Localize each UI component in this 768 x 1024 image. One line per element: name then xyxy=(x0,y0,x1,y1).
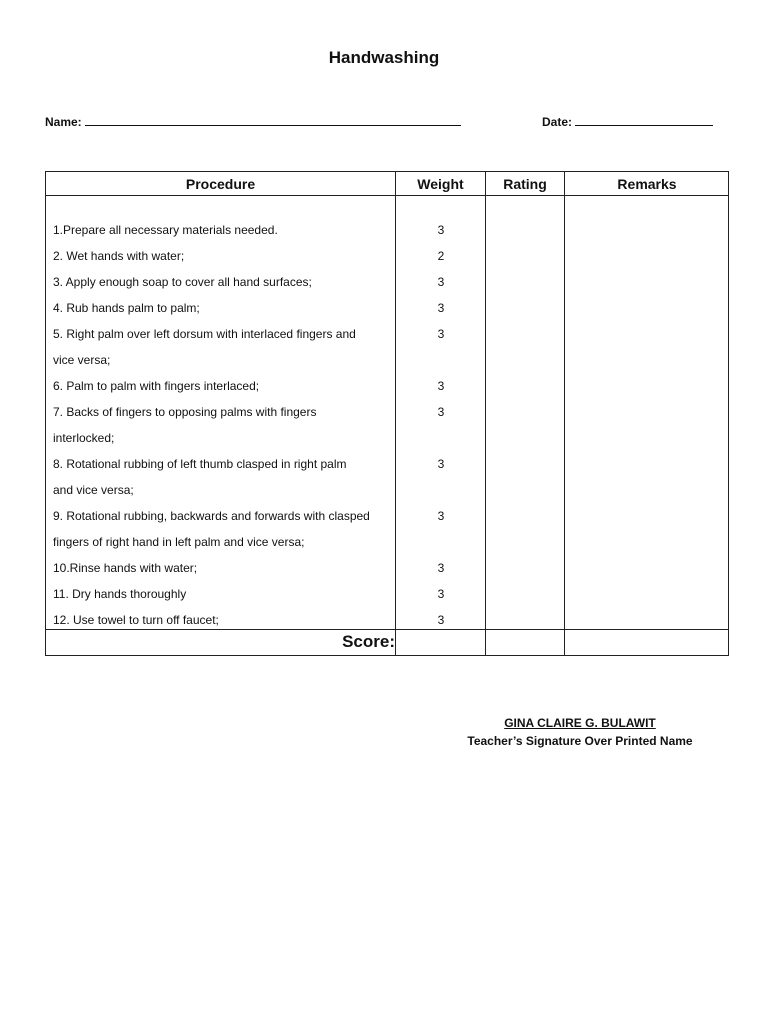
name-field xyxy=(45,114,461,129)
weight-value: 3 xyxy=(437,379,445,393)
weight-value: 3 xyxy=(437,457,445,471)
score-divider xyxy=(46,629,728,630)
rubric-table xyxy=(45,171,729,656)
score-label: Score: xyxy=(342,632,395,651)
weight-value: 3 xyxy=(437,223,445,237)
date-label: Date: xyxy=(542,115,573,129)
header-remarks: Remarks xyxy=(617,176,677,192)
header-rating: Rating xyxy=(503,176,547,192)
procedure-step: 6. Palm to palm with fingers interlaced; xyxy=(53,379,260,393)
weight-value: 3 xyxy=(437,405,445,419)
date-field xyxy=(542,114,713,129)
weight-value: 3 xyxy=(437,275,445,289)
signature-caption: Teacher’s Signature Over Printed Name xyxy=(467,734,693,748)
header-weight: Weight xyxy=(417,176,464,192)
procedure-step: and vice versa; xyxy=(53,483,134,497)
weight-value: 2 xyxy=(437,249,445,263)
weight-value: 3 xyxy=(437,327,445,341)
procedure-step: 8. Rotational rubbing of left thumb clasped in right palm xyxy=(53,457,347,471)
procedure-step: 1.Prepare all necessary materials needed. xyxy=(53,223,278,237)
name-label: Name: xyxy=(45,115,82,129)
procedure-step: 10.Rinse hands with water; xyxy=(53,561,198,575)
procedure-step: 3. Apply enough soap to cover all hand surfaces; xyxy=(53,275,312,289)
weight-value: 3 xyxy=(437,301,445,315)
procedure-step: 9. Rotational rubbing, backwards and forwards with clasped xyxy=(53,509,370,523)
teacher-name: GINA CLAIRE G. BULAWIT xyxy=(504,716,656,730)
weight-value: 3 xyxy=(437,509,445,523)
procedure-step: 5. Right palm over left dorsum with interlaced fingers and xyxy=(53,327,356,341)
column-divider xyxy=(564,172,565,655)
document-title: Handwashing xyxy=(328,48,440,67)
procedure-step: vice versa; xyxy=(53,353,111,367)
procedure-step: 12. Use towel to turn off faucet; xyxy=(53,613,219,627)
procedure-step: interlocked; xyxy=(53,431,115,445)
header-procedure: Procedure xyxy=(185,176,256,192)
procedure-step: 7. Backs of fingers to opposing palms with fingers xyxy=(53,405,317,419)
date-blank-line[interactable] xyxy=(575,114,713,126)
procedure-step: 2. Wet hands with water; xyxy=(53,249,185,263)
weight-value: 3 xyxy=(437,587,445,601)
name-blank-line[interactable] xyxy=(85,114,461,126)
weight-value: 3 xyxy=(437,613,445,627)
signature-block xyxy=(420,716,740,748)
procedure-step: 4. Rub hands palm to palm; xyxy=(53,301,200,315)
weight-value: 3 xyxy=(437,561,445,575)
procedure-step: fingers of right hand in left palm and vice versa; xyxy=(53,535,305,549)
procedure-step: 11. Dry hands thoroughly xyxy=(53,587,187,601)
